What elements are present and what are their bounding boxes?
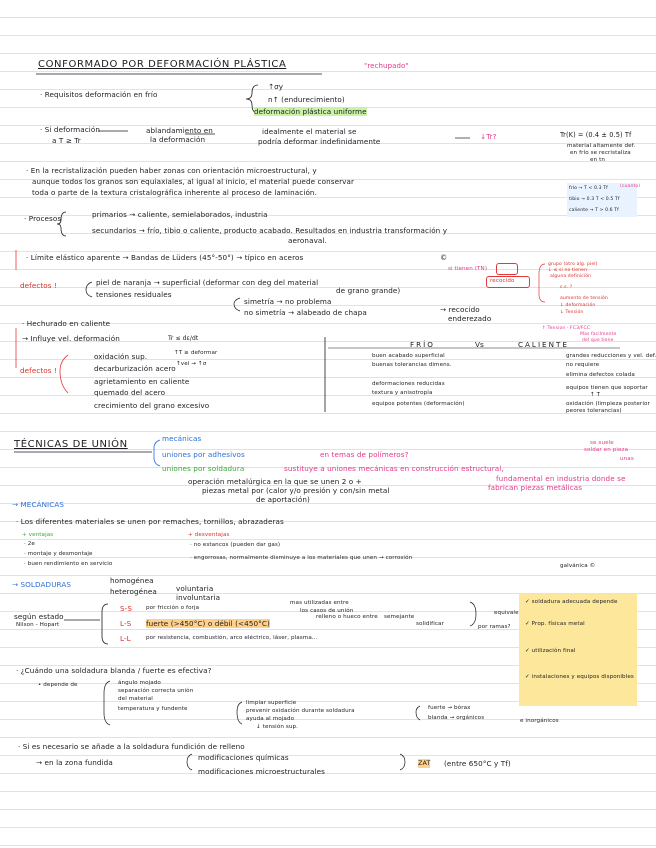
ventajas-label: + ventajas xyxy=(22,532,54,538)
comparison-item: grandes reducciones y vel. def. xyxy=(566,353,656,359)
side-note: unas xyxy=(620,456,634,462)
vs-label: Vs xyxy=(475,340,484,349)
defectos-label: defectos ! xyxy=(20,366,58,375)
soldadura-checklist xyxy=(519,594,637,706)
text-line: · Los diferentes materiales se unen por remaches, tornillos, abrazaderas xyxy=(16,517,284,526)
text-line: por fricción o forja xyxy=(146,605,200,611)
caliente-header: CALIENTE xyxy=(518,340,569,349)
text-line: → Influye vel. deformación xyxy=(22,334,120,343)
checklist-item: ✓ soldadura adecuada depende xyxy=(525,599,618,605)
comparison-item: elimina defectos colada xyxy=(566,372,635,378)
side-note: alguna definición xyxy=(550,274,592,279)
text-line: → en la zona fundida xyxy=(36,758,113,767)
text-line: agrietamiento en caliente xyxy=(94,377,190,386)
text-line: según estado xyxy=(14,612,64,621)
text-line: la deformación xyxy=(150,135,206,144)
question-line: · ¿Cuándo una soldadura blanda / fuerte es efectiva? xyxy=(16,666,212,675)
side-note: se suele xyxy=(590,440,614,446)
comparison-item: deformaciones reducidas xyxy=(372,381,445,387)
text-line: ↑vel → ↑σ xyxy=(176,361,207,367)
requisito-item: deformación plástica uniforme xyxy=(254,107,367,116)
text-line: quemado del acero xyxy=(94,388,166,397)
text-line: toda o parte de la textura cristalográfica inherente al proceso de laminación. xyxy=(32,188,317,197)
comparison-item: ↑ T xyxy=(590,392,601,398)
factor-item: temperatura y fundente xyxy=(118,706,188,712)
text-line: • depende de xyxy=(38,682,78,688)
factor-item: limpiar superficie xyxy=(246,700,297,706)
factor-item: e inorgánicos xyxy=(520,718,559,724)
text-line: en temas de polímeros? xyxy=(320,450,409,459)
desventaja-item: galvánica © xyxy=(560,563,596,569)
ventaja-item: · 2e xyxy=(24,541,35,547)
text-line: relleno o hueco entre xyxy=(316,614,378,620)
text-line: · En la recristalización pueden haber zonas con orientación microestructural, y xyxy=(26,166,317,175)
text-line: · Si es necesario se añade a la soldadura fundición de relleno xyxy=(18,742,245,751)
technique-item: uniones por soldadura xyxy=(162,464,245,473)
factor-item: blanda → orgánicos xyxy=(428,715,485,721)
text-line: · Si deformación xyxy=(40,125,101,134)
frio-header: FRÍO xyxy=(410,340,435,349)
comparison-item: buenas tolerancias dimens. xyxy=(372,362,452,368)
section-title: TÉCNICAS DE UNIÓN xyxy=(14,439,128,450)
factor-item: ángulo mojado xyxy=(118,680,161,686)
side-note: en tn xyxy=(590,157,606,163)
text-line: piezas metal por (calor y/o presión y con/sin metal xyxy=(202,486,390,495)
text-line: © xyxy=(440,253,448,262)
text-line: Tr ≤ dε/dt xyxy=(168,335,199,342)
factor-item: separación correcta unión xyxy=(118,688,194,694)
comparison-item: equipos potentes (deformación) xyxy=(372,401,465,407)
text-line: primarios → caliente, semielaborados, industria xyxy=(92,210,268,219)
checklist-item: ✓ instalaciones y equipos disponibles xyxy=(525,674,634,680)
text-line: modificaciones microestructurales xyxy=(198,767,325,776)
text-line: idealmente el material se xyxy=(262,127,357,136)
factor-item: ↓ tensión sup. xyxy=(256,724,299,730)
text-line: ↓Tr? xyxy=(480,132,497,141)
text-line: enderezado xyxy=(448,314,492,323)
side-note: en frío se recristaliza xyxy=(570,150,631,156)
side-note: ↓ Tensión xyxy=(560,310,584,315)
text-line: heterogénea xyxy=(110,587,157,596)
text-line: los casos de unión xyxy=(300,608,354,614)
text-line: crecimiento del grano excesivo xyxy=(94,401,210,410)
text-line: · Procesos xyxy=(24,214,62,223)
state-label: L-S xyxy=(120,619,132,628)
text-line: piel de naranja → superficial (deformar con deg del material xyxy=(96,278,319,287)
page-title: CONFORMADO POR DEFORMACIÓN PLÁSTICA xyxy=(38,59,287,70)
subsection-header: → MECÁNICAS xyxy=(12,500,65,509)
side-note: del que tiene xyxy=(582,338,614,343)
text-line: Tr(K) = (0.4 ± 0.5) Tf xyxy=(560,131,632,139)
subsection-header: → SOLDADURAS xyxy=(12,580,72,589)
text-line: sustituye a uniones mecánicas en construcción estructural, xyxy=(284,464,504,473)
checklist-item: ✓ utilización final xyxy=(525,648,576,654)
text-line: mas utilizadas entre xyxy=(290,600,349,606)
text-line: secundarios → frío, tibio o caliente, producto acabado. Resultados en industria transformación y xyxy=(92,226,448,235)
side-note: aumento de tensión xyxy=(560,296,608,301)
text-line: fabrican piezas metálicas xyxy=(488,483,583,492)
requisito-item: ↑σy xyxy=(268,82,284,91)
temp-row: caliente → T > 0.6 Tf xyxy=(569,208,619,213)
text-line: → recocido xyxy=(440,305,480,314)
text-line: de aportación) xyxy=(256,495,310,504)
side-note: si tienen (TN) xyxy=(448,266,488,272)
text-line: (entre 650°C y Tf) xyxy=(444,759,511,768)
desventajas-label: + desventajas xyxy=(188,532,230,538)
side-note: ↓ deformación xyxy=(560,303,596,308)
text-line: fundamental en industria donde se xyxy=(496,474,626,483)
comparison-item: textura y anisotropía xyxy=(372,390,433,396)
desventaja-item: · engorrosas, normalmente disminuye a los materiales que unen → corrosión xyxy=(190,555,413,561)
side-note: Mas facilmente xyxy=(580,332,617,337)
side-note: recocido xyxy=(490,278,515,284)
requisito-item: n↑ (endurecimiento) xyxy=(268,95,345,104)
temp-row: frío → T < 0.3 Tf xyxy=(569,186,608,191)
side-note: ↑ Tension · FC3/FCC xyxy=(542,326,591,331)
temp-note: (cuanto) xyxy=(620,184,641,189)
technique-item: uniones por adhesivos xyxy=(162,450,245,459)
factor-item: del material xyxy=(118,696,153,702)
comparison-item: peores tolerancias) xyxy=(566,408,622,414)
desventaja-item: · no estancos (pueden dar gas) xyxy=(190,542,281,548)
factor-item: prevenir oxidación durante soldadura xyxy=(246,708,355,714)
side-note: grupo (otro alg. piel) xyxy=(548,262,598,267)
requisitos-label: · Requisitos deformación en frío xyxy=(40,90,158,99)
state-label: S-S xyxy=(120,604,133,613)
ventaja-item: · buen rendimiento en servicio xyxy=(24,561,113,567)
text-line: ↑T ≥ deformar xyxy=(174,350,218,356)
text-line: decarburización acero xyxy=(94,364,176,373)
text-line: involuntaria xyxy=(176,593,221,602)
text-line: voluntaria xyxy=(176,584,214,593)
state-label: L-L xyxy=(120,634,131,643)
side-note: soldar en pieza xyxy=(584,447,629,453)
text-line: ablandamiento en xyxy=(146,126,213,135)
text-line: tensiones residuales xyxy=(96,290,172,299)
text-line: por resistencia, combustión, arco eléctrico, láser, plasma... xyxy=(146,635,318,641)
text-line: modificaciones químicas xyxy=(198,753,289,762)
text-line: Nilson - Hopart xyxy=(16,622,60,628)
text-line: a T ≥ Tr xyxy=(52,136,81,145)
text-line: · Hechurado en caliente xyxy=(22,319,111,328)
text-line: de grano grande) xyxy=(336,286,401,295)
tn-box xyxy=(496,263,518,275)
text-line: homogénea xyxy=(110,576,154,585)
side-note: c.s. ? xyxy=(560,285,573,290)
text-line: por ramas? xyxy=(478,624,511,630)
text-line: aeronaval. xyxy=(288,236,327,245)
text-line: podría deformar indefinidamente xyxy=(258,137,381,146)
text-line: simetría → no problema xyxy=(244,297,332,306)
ventaja-item: · montaje y desmontaje xyxy=(24,551,93,557)
factor-item: ayuda al mojado xyxy=(246,716,295,722)
side-note: ↓ ≤ si no tienen xyxy=(548,268,588,273)
side-note: material altamente def. xyxy=(567,143,636,149)
text-line: oxidación sup. xyxy=(94,352,148,361)
comparison-item: no requiere xyxy=(566,362,600,368)
text-line: operación metalúrgica en la que se unen 2 o + xyxy=(188,477,362,486)
comparison-item: buen acabado superficial xyxy=(372,353,445,359)
text-line: semejante xyxy=(384,614,415,620)
comparison-item: oxidación (limpieza posterior xyxy=(566,401,650,407)
text-line: aunque todos los granos son equiaxiales, al igual al inicio, el material puede conservar xyxy=(32,177,355,186)
recocido-box xyxy=(486,276,530,288)
zat-label: ZAT xyxy=(418,759,431,767)
text-line: equivale xyxy=(494,610,519,616)
temp-row: tibio → 0.3 T < 0.5 Tf xyxy=(569,197,620,202)
text-line: no simetría → alabeado de chapa xyxy=(244,308,367,317)
defectos-label: defectos ! xyxy=(20,281,58,290)
title-tag: "rechupado" xyxy=(364,62,409,70)
checklist-item: ✓ Prop. físicas metal xyxy=(525,621,585,627)
text-line: · Límite elástico aparente → Bandas de Lüders (45°-50°) → típico en aceros xyxy=(26,253,304,262)
text-line: solidificar xyxy=(416,621,444,627)
text-line: fuerte (>450°C) o débil (<450°C) xyxy=(146,619,270,628)
comparison-item: equipos tienen que soportar xyxy=(566,385,648,391)
factor-item: fuerte → bórax xyxy=(428,705,471,711)
technique-item: mecánicas xyxy=(162,434,202,443)
